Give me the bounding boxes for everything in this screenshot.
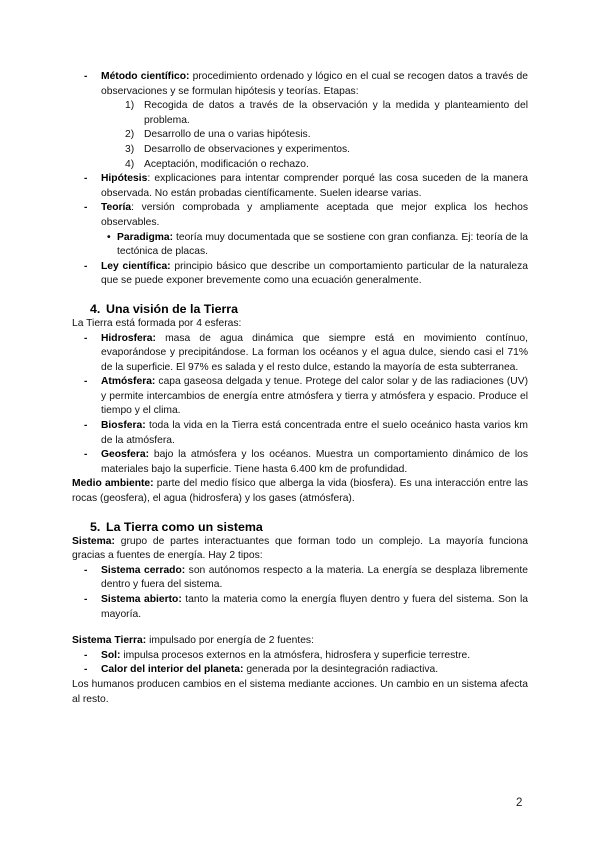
dash-bullet: -	[84, 449, 88, 461]
def-sistema-tierra: impulsado por energía de 2 fuentes:	[146, 635, 314, 647]
list-item-biosfera	[72, 419, 528, 448]
term-paradigma: Paradigma:	[117, 231, 174, 243]
dash-bullet: -	[84, 420, 88, 432]
stage-item-4	[72, 158, 528, 173]
stage-text: Desarrollo de observaciones y experimentos.	[144, 143, 351, 155]
term-sistema-abierto: Sistema abierto:	[101, 594, 182, 605]
stage-item-1	[72, 99, 528, 128]
sistema-paragraph	[72, 535, 528, 564]
term-teoria: Teoría	[101, 202, 132, 214]
def-calor-interior: generada por la desintegración radiactiva.	[243, 664, 439, 676]
term-calor-interior: Calor del interior del planeta:	[101, 664, 244, 676]
stage-text: Recogida de datos a través de la observación y la medida y planteamiento del problema.	[144, 100, 528, 126]
def-sistema: grupo de partes interactuantes que forman todo un complejo. La mayoría funciona gracias a fuentes de energía. Hay 2 tipos:	[72, 535, 528, 562]
medio-ambiente-paragraph	[72, 477, 528, 506]
term-medio-ambiente: Medio ambiente:	[72, 478, 154, 490]
dash-bullet: -	[84, 649, 88, 661]
section-number: 4.	[90, 301, 101, 316]
list-item-hidrosfera	[72, 332, 528, 376]
closing-paragraph: Los humanos producen cambios en el sistema mediante acciones. Un cambio en un sistema afecta al resto.	[72, 678, 528, 705]
dash-bullet: -	[84, 173, 88, 185]
stage-number: 2)	[125, 129, 135, 141]
term-hipotesis: Hipótesis	[101, 173, 148, 185]
dash-bullet: -	[84, 664, 88, 676]
stage-number: 4)	[125, 158, 135, 170]
sub-item-paradigma	[72, 231, 528, 260]
dash-bullet: -	[84, 202, 88, 214]
section-4-heading	[72, 301, 528, 317]
term-atmosfera: Atmósfera:	[101, 376, 156, 388]
stage-number: 1)	[125, 100, 135, 112]
page-number: 2	[516, 797, 523, 809]
term-sistema-tierra: Sistema Tierra:	[72, 635, 147, 647]
section-4-intro: La Tierra está formada por 4 esferas:	[72, 317, 242, 329]
def-teoria: : versión comprobada y ampliamente aceptada que mejor explica los hechos observables.	[101, 202, 528, 228]
list-item-ley	[72, 260, 528, 289]
dash-bullet: -	[84, 71, 88, 82]
stage-text: Desarrollo de una o varias hipótesis.	[144, 129, 311, 141]
list-item-hipotesis	[72, 172, 528, 201]
dash-bullet: -	[84, 376, 88, 388]
dash-bullet: -	[84, 332, 88, 344]
def-paradigma: teoría muy documentada que se sostiene con gran confianza. Ej: teoría de la tectónica de placas.	[117, 231, 528, 258]
dot-bullet: •	[107, 231, 111, 243]
def-ley: principio básico que describe un comportamiento particular de la naturaleza que se puede exponer brevemente como una ecuación generalmente.	[101, 260, 528, 287]
list-item-sistema-abierto	[72, 593, 528, 622]
section-5-heading	[72, 519, 528, 535]
section-title: Una visión de la Tierra	[106, 301, 238, 316]
dash-bullet: -	[84, 594, 88, 605]
def-hipotesis: : explicaciones para intentar comprender porqué las cosa suceden de la manera observada. No están probadas científicamente. Suelen idearse varias.	[101, 173, 528, 199]
def-biosfera: toda la vida en la Tierra está concentrada entre el suelo oceánico hasta varios km de la atmósfera.	[101, 420, 528, 446]
term-metodo: Método científico:	[101, 71, 190, 82]
list-item-teoria	[72, 201, 528, 230]
def-sol: impulsa procesos externos en la atmósfera, hidrosfera y superficie terrestre.	[120, 649, 471, 661]
term-sistema: Sistema:	[72, 535, 115, 547]
term-biosfera: Biosfera:	[101, 420, 146, 432]
def-geosfera: bajo la atmósfera y los océanos. Muestra un comportamiento dinámico de los materiales bajo la superficie. Tiene hasta 6.400 km de profundidad.	[101, 449, 528, 475]
def-medio-ambiente: parte del medio físico que alberga la vida (biosfera). Es una interacción entre las rocas (geosfera), el agua (hidrosfera) y los gases (atmósfera).	[72, 478, 528, 505]
stage-text: Aceptación, modificación o rechazo.	[144, 158, 309, 170]
def-hidrosfera: masa de agua dinámica que siempre está en movimiento contínuo, evaporándose y precipitándose. La forman los océanos y el agua dulce, siendo casi el 71% de la superficie. El 97% es salada y el resto dulce, estando la mayoría de esta subterranea.	[101, 332, 528, 373]
page-content	[72, 70, 528, 707]
stage-item-3	[72, 143, 528, 158]
list-item-calor-interior	[72, 663, 528, 678]
def-metodo: procedimiento ordenado y lógico en el cual se recogen datos a través de observaciones y se formulan hipótesis y teorías. Etapas:	[101, 71, 528, 97]
term-sol: Sol:	[101, 649, 121, 661]
stage-item-2	[72, 128, 528, 143]
list-item-sistema-cerrado	[72, 564, 528, 593]
section-number: 5.	[90, 519, 101, 534]
term-ley: Ley científica:	[101, 260, 171, 272]
sistema-tierra-paragraph	[72, 634, 528, 649]
term-sistema-cerrado: Sistema cerrado:	[101, 564, 186, 576]
dash-bullet: -	[84, 260, 88, 272]
list-item-atmosfera	[72, 375, 528, 419]
def-atmosfera: capa gaseosa delgada y tenue. Protege del calor solar y de las radiaciones (UV) y permite intercambios de energía entre atmósfera y tierra y atmósfera y espacio. Produce el tiempo y el clima.	[101, 376, 528, 417]
stage-number: 3)	[125, 143, 135, 155]
list-item-metodo	[72, 70, 528, 99]
list-item-geosfera	[72, 448, 528, 477]
term-hidrosfera: Hidrosfera:	[101, 332, 156, 344]
list-item-sol	[72, 649, 528, 664]
def-sistema-cerrado: son autónomos respecto a la materia. La energía se desplaza libremente dentro y fuera del sistema.	[101, 564, 528, 591]
section-title: La Tierra como un sistema	[106, 519, 263, 534]
dash-bullet: -	[84, 564, 88, 576]
def-sistema-abierto: tanto la materia como la energía fluyen dentro y fuera del sistema. Son la mayoría.	[101, 594, 528, 620]
term-geosfera: Geosfera:	[101, 449, 150, 461]
